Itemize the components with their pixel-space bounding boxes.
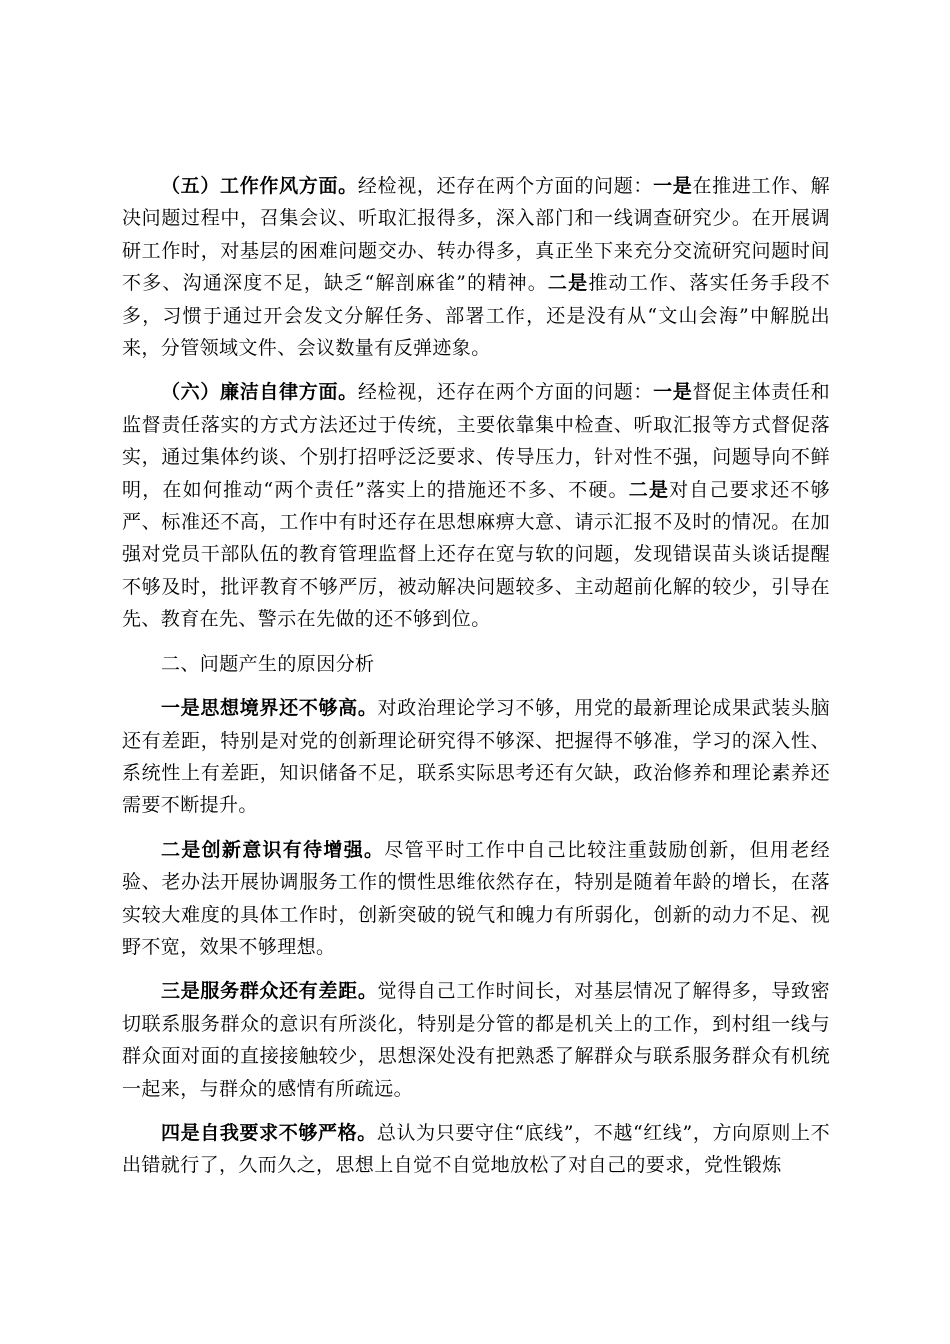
reason-text: 觉得自己工作时间长，对基层情况了解得多，导致密切联系服务群众的意识有所淡化，特别是分管的都是机关上的工作，到村组一线与群众面对面的直接接触较少，思想深处没有把熟悉了解群众与联系服务群众有机统一起来，与群众的感情有所疏远。 [122,980,830,1100]
document-body [122,170,830,1194]
paragraph-heading-integrity: （六）廉洁自律方面。 [161,381,358,404]
reason-paragraph-4 [122,1117,830,1182]
reason-text: 总认为只要守住“底线”，不越“红线”，方向原则上不出错就行了，久而久之，思想上自觉不自觉地放松了对自己的要求，党性锻炼 [122,1121,831,1177]
reason-text: 尽管平时工作中自己比较注重鼓励创新，但用老经验、老办法开展协调服务工作的惯性思维依然存在，特别是随着年龄的增长，在落实较大难度的具体工作时，创新突破的锐气和魄力有所弱化，创新的动力不足、视野不宽，效果不够理想。 [122,838,830,958]
reason-paragraph-1 [122,692,830,822]
paragraph-integrity [122,376,830,635]
paragraph-text: 对自己要求还不够严、标准还不高，工作中有时还存在思想麻痹大意、请示汇报不及时的情况。在加强对党员干部队伍的教育管理监督上还存在宽与软的问题，发现错误苗头谈话提醒不够及时，批评教育不够严厉，被动解决问题较多、主动超前化解的较少，引导在先、教育在先、警示在先做的还不够到位。 [122,478,831,631]
reason-text: 对政治理论学习不够，用党的最新理论成果武装头脑还有差距，特别是对党的创新理论研究得不够深、把握得不够准，学习的深入性、系统性上有差距，知识储备不足，联系实际思考还有欠缺，政治修养和理论素养还需要不断提升。 [122,697,830,817]
paragraph-text: 在推进工作、解决问题过程中，召集会议、听取汇报得多，深入部门和一线调查研究少。在开展调研工作时，对基层的困难问题交办、转办得多，真正坐下来充分交流研究问题时间不多、沟通深度不足，缺乏“解剖麻雀”的精神。 [122,175,830,295]
paragraph-text: 推动工作、落实任务手段不多，习惯于通过开会发文分解任务、部署工作，还是没有从“文山会海”中解脱出来，分管领域文件、会议数量有反弹迹象。 [122,272,830,360]
point-marker: 二是 [628,478,670,501]
paragraph-work-style [122,170,830,364]
reason-paragraph-3 [122,975,830,1105]
paragraph-text: 经检视，还存在两个方面的问题： [357,175,654,197]
reason-paragraph-2 [122,834,830,964]
section-heading-text: 二、问题产生的原因分析 [161,652,375,675]
point-marker: 一是 [653,381,693,404]
point-marker: 一是 [653,175,693,197]
reason-heading: 三是服务群众还有差距。 [161,980,378,1003]
section-heading [122,648,830,680]
reason-heading: 四是自我要求不够严格。 [161,1121,377,1144]
reason-heading: 二是创新意识有待增强。 [161,838,385,861]
point-marker: 二是 [547,272,589,295]
paragraph-heading-work-style: （五）工作作风方面。 [161,175,358,197]
reason-heading: 一是思想境界还不够高。 [161,697,378,720]
paragraph-text: 督促主体责任和监督责任落实的方式方法还过于传统，主要依靠集中检查、听取汇报等方式督促落实，通过集体约谈、个别打招呼泛泛要求、传导压力，针对性不强，问题导向不鲜明，在如何推动“两个责任”落实上的措施还不多、不硬。 [122,381,830,501]
paragraph-text: 经检视，还存在两个方面的问题： [357,381,654,404]
